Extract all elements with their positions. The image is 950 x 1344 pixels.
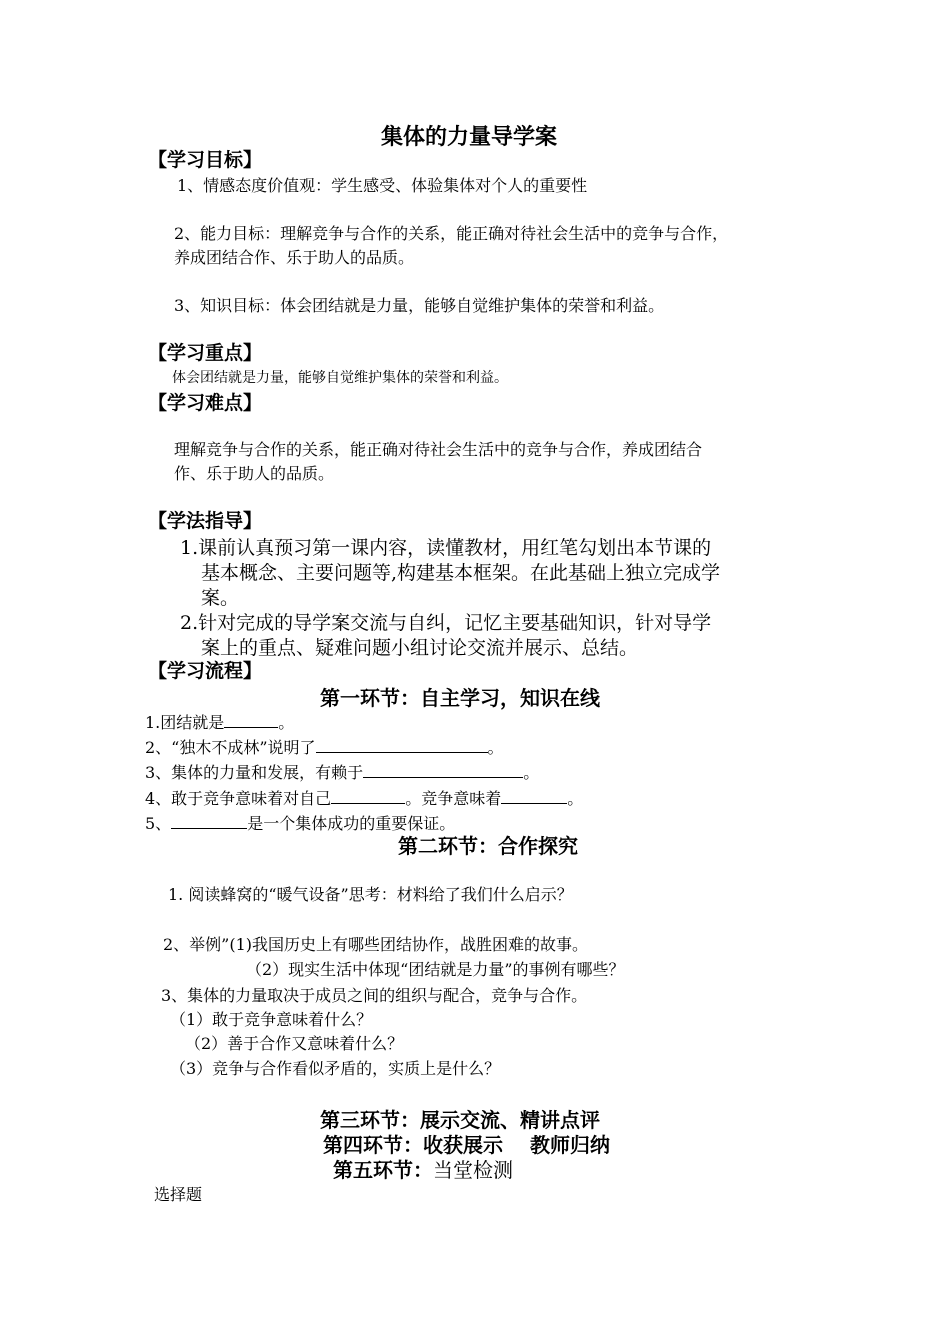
answer-blank[interactable]	[501, 789, 567, 804]
stage-1-title: 第一环节：自主学习，知识在线	[320, 686, 600, 710]
page-title: 集体的力量导学案	[381, 125, 558, 150]
choice-questions-label: 选择题	[154, 1185, 203, 1204]
stage-1-question-1: 1.团结就是 。	[145, 713, 295, 732]
stage-1-question-2: 2、“独木不成林”说明了 。	[145, 738, 504, 757]
method-item-1-line1: 1.课前认真预习第一课内容，读懂教材，用红笔勾划出本节课的	[180, 537, 712, 559]
objectives-heading: 【学习目标】	[148, 149, 263, 171]
stage-2-question-3-2: （2）善于合作又意味着什么？	[185, 1034, 404, 1053]
stage-1-question-5: 5、 是一个集体成功的重要保证。	[145, 814, 456, 833]
answer-blank[interactable]	[331, 789, 405, 804]
stage-2-question-2-1: 2、举例”(1)我国历史上有哪些团结协作，战胜困难的故事。	[163, 935, 589, 954]
stage-2-question-3: 3、集体的力量取决于成员之间的组织与配合，竞争与合作。	[161, 986, 588, 1005]
stage-4-title: 第四环节：收获展示 教师归纳	[323, 1133, 610, 1157]
answer-blank[interactable]	[171, 814, 247, 829]
objective-item-1: 1、情感态度价值观：学生感受、体验集体对个人的重要性	[177, 176, 588, 195]
method-item-2-line2: 案上的重点、疑难问题小组讨论交流并展示、总结。	[201, 637, 639, 659]
stage-2-question-3-1: （1）敢于竞争意味着什么？	[170, 1010, 373, 1029]
answer-blank[interactable]	[224, 713, 278, 728]
stage-2-question-3-3: （3）竞争与合作看似矛盾的，实质上是什么？	[170, 1059, 501, 1078]
stage-2-question-2-2: （2）现实生活中体现“团结就是力量”的事例有哪些？	[246, 960, 625, 979]
method-item-1-line3: 案。	[201, 587, 240, 609]
process-heading: 【学习流程】	[148, 660, 263, 682]
objective-item-2-line2: 养成团结合作、乐于助人的品质。	[174, 248, 415, 267]
method-heading: 【学法指导】	[148, 510, 263, 532]
objective-item-2-line1: 2、能力目标：理解竞争与合作的关系，能正确对待社会生活中的竞争与合作，	[174, 224, 729, 243]
stage-2-question-1: 1. 阅读蜂窝的“暖气设备”思考：材料给了我们什么启示？	[168, 885, 573, 904]
key-points-heading: 【学习重点】	[148, 342, 263, 364]
key-points-text: 体会团结就是力量，能够自觉维护集体的荣誉和利益。	[172, 370, 508, 386]
stage-3-title: 第三环节：展示交流、精讲点评	[320, 1108, 600, 1132]
difficulties-line2: 作、乐于助人的品质。	[174, 464, 335, 483]
answer-blank[interactable]	[316, 738, 488, 753]
stage-1-question-4: 4、敢于竞争意味着对自己 。竞争意味着 。	[145, 789, 584, 808]
stage-1-question-3: 3、集体的力量和发展，有赖于 。	[145, 763, 540, 782]
method-item-2-line1: 2.针对完成的导学案交流与自纠，记忆主要基础知识，针对导学	[180, 612, 712, 634]
difficulties-heading: 【学习难点】	[148, 392, 263, 414]
method-item-1-line2: 基本概念、主要问题等,构建基本框架。在此基础上独立完成学	[201, 562, 721, 584]
stage-2-title: 第二环节：合作探究	[398, 834, 578, 858]
answer-blank[interactable]	[363, 763, 523, 778]
objective-item-3: 3、知识目标：体会团结就是力量，能够自觉维护集体的荣誉和利益。	[174, 296, 665, 315]
difficulties-line1: 理解竞争与合作的关系，能正确对待社会生活中的竞争与合作，养成团结合	[174, 440, 703, 459]
stage-5-title: 第五环节：当堂检测	[333, 1158, 513, 1182]
